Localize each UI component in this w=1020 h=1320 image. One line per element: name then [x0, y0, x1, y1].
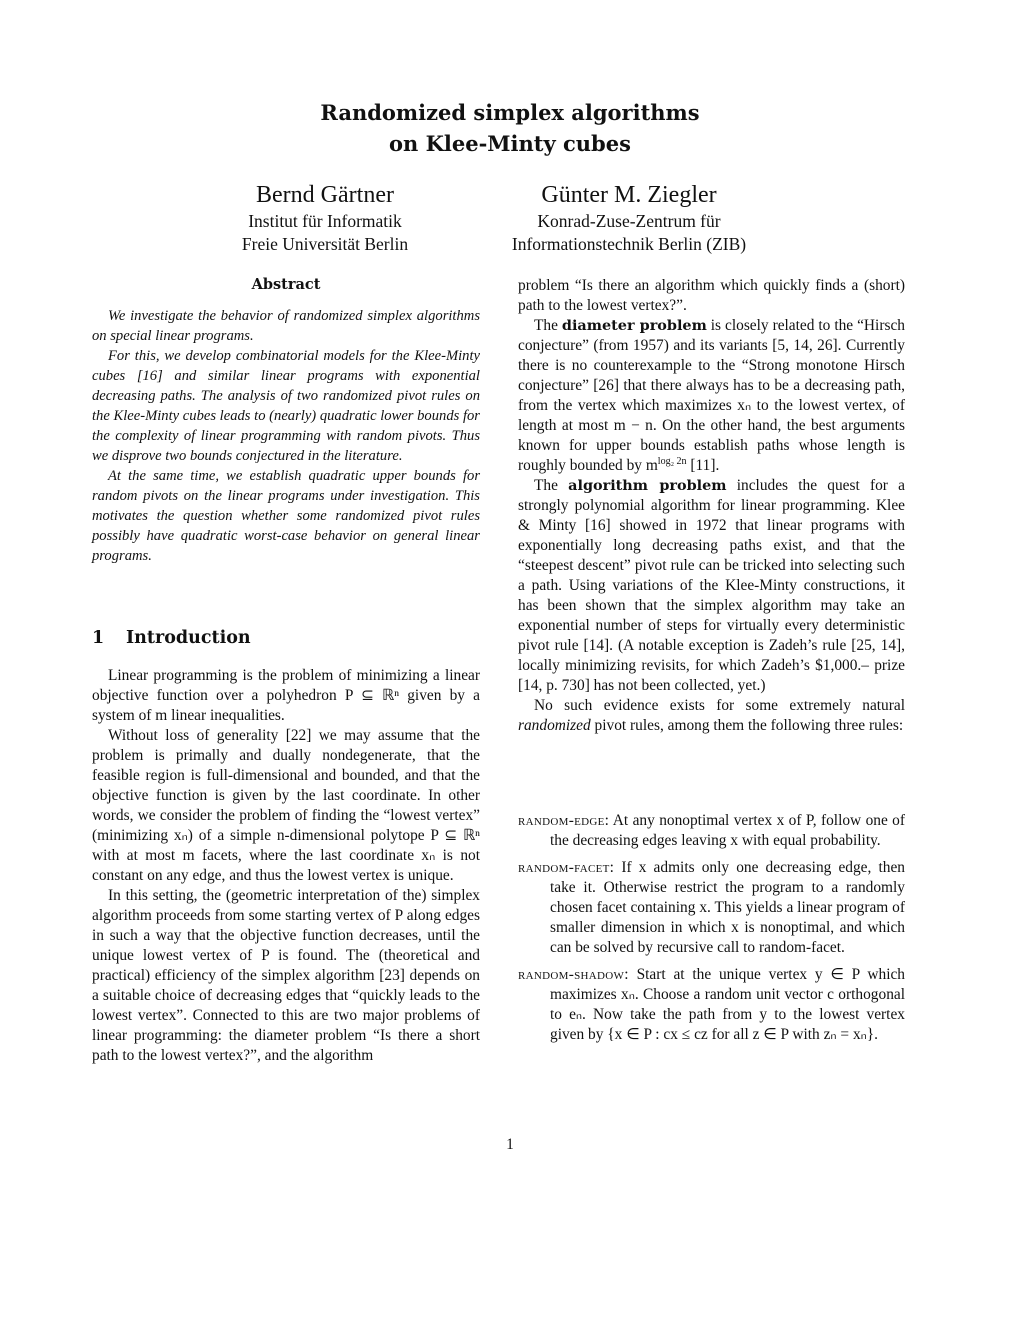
algorithm-paragraph [518, 476, 905, 696]
rule-name: random-shadow: [518, 966, 629, 983]
paper-title-line-2: on Klee-Minty cubes [389, 131, 631, 156]
author-affiliation-line: Informationstechnik Berlin (ZIB) [511, 234, 747, 254]
introduction-body [92, 666, 480, 1066]
text-run: includes the quest for a strongly polynomial algorithm for linear programming. Klee & Minty [16] showed in 1972 that linear programs with exponentially long decreasing paths exist, and that the “steepest descent” pivot rule can be tricked into selecting such a path. Using variations of the Klee-Minty constructions, it has been shown that the simplex algorithm may take an exponential number of steps for virtually every deterministic pivot rule [14]. (A notable exception is Zadeh’s rule [25, 14], locally minimizing revisits, for which Zadeh’s $1,000.– prize [14, p. 730] has not been collected, yet.) [518, 477, 905, 694]
text-run: pivot rules, among them the following three rules: [594, 717, 904, 734]
abstract-paragraph: At the same time, we establish quadratic upper bounds for random pivots on the linear programs under investigation. This motivates the question whether some randomized pivot rules possibly have quadratic worst-case behavior on general linear programs. [92, 468, 480, 564]
text-run: The [534, 317, 558, 334]
section-title: Introduction [126, 628, 251, 648]
author-block-2 [470, 180, 788, 256]
pivot-rules-list [518, 811, 905, 1052]
text-run: is closely related to the “Hirsch conjecture” (from 1957) and its variants [5, 14, 26]. Currently there is no counterexample to the “Strong monotone Hirsch conjecture” [26] that there always has to be a decreasing path, from the vertex which maximizes xₙ to the lowest vertex, of length at most m − n. On the other hand, the best arguments known for upper bounds establish paths whose length is roughly bounded by m [518, 317, 905, 474]
term-algorithm-problem: algorithm problem [568, 477, 727, 494]
text-run: No such evidence exists for some extremely natural [534, 697, 905, 714]
intro-paragraph: Linear programming is the problem of minimizing a linear objective function over a polyhedron P ⊆ ℝⁿ given by a system of m linear inequalities. [92, 667, 480, 724]
exponent: log₂ 2n [657, 455, 687, 467]
continued-paragraph: problem “Is there an algorithm which quickly finds a (short) path to the lowest vertex?”. [518, 277, 905, 314]
paper-title-line-1: Randomized simplex algorithms [320, 100, 700, 125]
randomized-paragraph [518, 696, 905, 736]
author-affiliation-line: Institut für Informatik [248, 211, 402, 231]
abstract-heading: Abstract [251, 276, 321, 293]
abstract-paragraph: We investigate the behavior of randomized simplex algorithms on special linear programs. [92, 308, 480, 344]
author-affiliation-line: Freie Universität Berlin [241, 234, 409, 254]
right-column-body [518, 276, 905, 736]
intro-paragraph: In this setting, the (geometric interpretation of the) simplex algorithm proceeds from some starting vertex of P along edges in such a way that the objective function decreases, until the unique lowest vertex of P is found. The (theoretical and practical) efficiency of the simplex algorithm [23] depends on a suitable choice of decreasing edges that “quickly leads to the lowest vertex”. Connected to this are two major problems of linear programming: the diameter problem “Is there a short path to the lowest vertex?”, and the algorithm [92, 887, 480, 1064]
diameter-paragraph [518, 316, 905, 476]
abstract-paragraph: For this, we develop combinatorial models for the Klee-Minty cubes [16] and similar linear programs with exponential decreasing paths. The analysis of two randomized pivot rules on the Klee-Minty cubes leads to (nearly) quadratic lower bounds for the complexity of linear programming with random pivots. Thus we disprove two bounds conjectured in the literature. [92, 348, 480, 464]
page-number: 1 [506, 1136, 514, 1153]
rule-random-shadow [518, 965, 905, 1045]
rule-name: random-edge: [518, 812, 610, 829]
abstract-body [92, 306, 480, 566]
rule-random-edge [518, 811, 905, 851]
author-affiliation-line: Konrad-Zuse-Zentrum für [537, 211, 721, 231]
intro-paragraph: Without loss of generality [22] we may assume that the problem is primally and dually nondegenerate, that the feasible region is full-dimensional and bounded, and that the objective function is given by the last coordinate. In other words, we consider the problem of finding the “lowest vertex” (minimizing xₙ) of a simple n-dimensional polytope P ⊆ ℝⁿ with at most m facets, where the last coordinate xₙ is not constant on any edge, and thus the lowest vertex is unique. [92, 727, 480, 884]
author-block-1 [200, 180, 450, 256]
rule-text: If x admits only one decreasing edge, then take it. Otherwise restrict the program to a randomly chosen facet containing x. This yields a linear program of smaller dimension in which x is nonoptimal, and which can be solved by recursive call to random-facet. [550, 859, 905, 956]
rule-text: Start at the unique vertex y ∈ P which maximizes xₙ. Choose a random unit vector c orthogonal to eₙ. Now take the path from y to the lowest vertex given by {x ∈ P : cx ≤ cz for all z ∈ P with zₙ = xₙ}. [550, 966, 905, 1043]
section-heading [92, 627, 251, 649]
author-name: Günter M. Ziegler [541, 182, 717, 208]
section-number: 1 [92, 628, 105, 648]
rule-random-facet [518, 858, 905, 958]
rule-name: random-facet: [518, 859, 615, 876]
rule-text: At any nonoptimal vertex x of P, follow one of the decreasing edges leaving x with equal probability. [550, 812, 906, 849]
author-name: Bernd Gärtner [256, 182, 394, 208]
text-run: [11]. [686, 457, 720, 474]
text-run: The [534, 477, 558, 494]
emphasis-randomized: randomized [518, 717, 591, 734]
term-diameter-problem: diameter problem [561, 317, 707, 334]
